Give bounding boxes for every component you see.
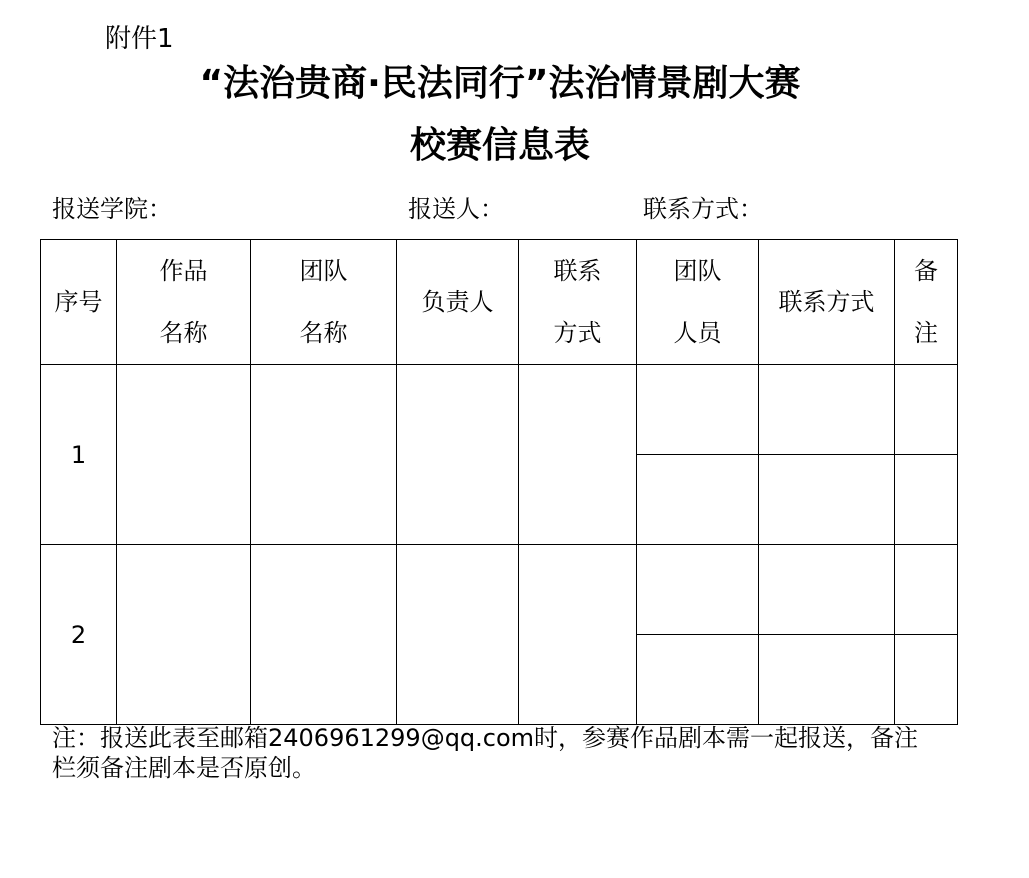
header-seq [41, 240, 117, 365]
row-seq-cell: 1 [41, 365, 117, 545]
header-leader-label: 负责人 [421, 288, 494, 316]
page-subtitle: 校赛信息表 [409, 125, 590, 166]
table-row [41, 545, 958, 635]
work-name-cell[interactable] [117, 545, 251, 725]
header-seq-label: 序号 [54, 288, 103, 316]
reporter-field-label: 报送人： [408, 195, 504, 223]
member-cell[interactable] [637, 545, 759, 635]
header-remarks-label: 备注 [913, 257, 938, 347]
member-contact-cell[interactable] [759, 455, 895, 545]
contact-field-label: 联系方式： [643, 195, 763, 223]
member-contact-cell[interactable] [759, 365, 895, 455]
remarks-cell[interactable] [895, 545, 958, 635]
member-contact-cell[interactable] [759, 545, 895, 635]
header-leader [397, 240, 519, 365]
info-table [40, 239, 958, 725]
header-leader-contact-label: 联系方式 [553, 257, 602, 347]
header-member-contact [759, 240, 895, 365]
header-member-contact-label: 联系方式 [778, 288, 875, 316]
work-name-cell[interactable] [117, 365, 251, 545]
header-remarks [895, 240, 958, 365]
remarks-cell[interactable] [895, 365, 958, 455]
leader-contact-cell[interactable] [519, 545, 637, 725]
member-cell[interactable] [637, 365, 759, 455]
page-title: “法治贵商·民法同行”法治情景剧大赛 [199, 63, 801, 104]
header-team-name [251, 240, 397, 365]
header-leader-contact [519, 240, 637, 365]
table-row [41, 365, 958, 455]
header-team-name-label: 团队名称 [299, 257, 348, 347]
leader-cell[interactable] [397, 365, 519, 545]
footnote: 注：报送此表至邮箱2406961299@qq.com时，参赛作品剧本需一起报送，备注栏须备注剧本是否原创。 [52, 724, 919, 782]
college-field-label: 报送学院： [52, 195, 172, 223]
team-name-cell[interactable] [251, 545, 397, 725]
row-seq-cell: 2 [41, 545, 117, 725]
header-work-name [117, 240, 251, 365]
table-header-row [41, 240, 958, 365]
member-cell[interactable] [637, 455, 759, 545]
member-cell[interactable] [637, 635, 759, 725]
attachment-label: 附件1 [105, 24, 174, 54]
team-name-cell[interactable] [251, 365, 397, 545]
header-members [637, 240, 759, 365]
leader-contact-cell[interactable] [519, 365, 637, 545]
header-members-label: 团队人员 [673, 257, 722, 347]
member-contact-cell[interactable] [759, 635, 895, 725]
header-work-name-label: 作品名称 [159, 257, 208, 347]
remarks-cell[interactable] [895, 455, 958, 545]
leader-cell[interactable] [397, 545, 519, 725]
remarks-cell[interactable] [895, 635, 958, 725]
